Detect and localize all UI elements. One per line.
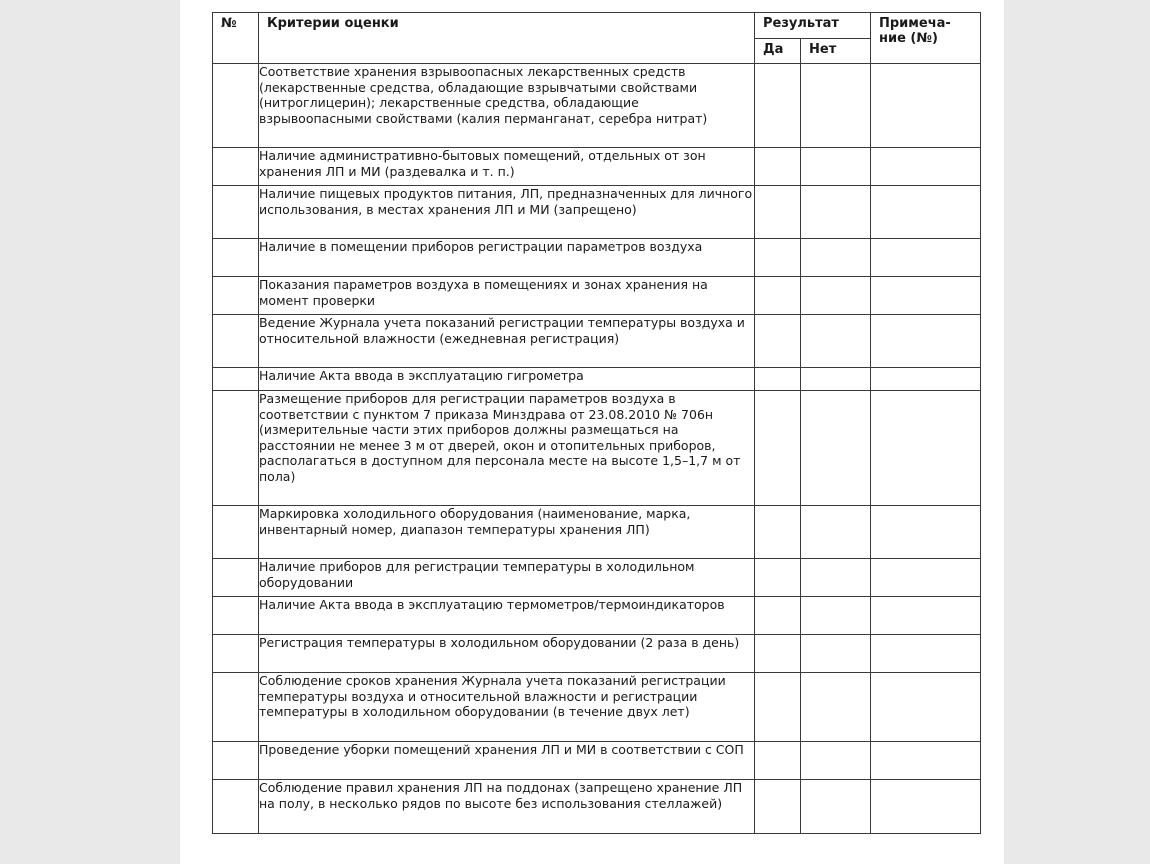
- criterion-text: Наличие в помещении приборов регистрации параметров воздуха: [259, 239, 755, 277]
- result-no-cell: [801, 391, 871, 506]
- result-no-cell: [801, 64, 871, 148]
- criterion-text: Показания параметров воздуха в помещениях и зонах хранения на момент проверки: [259, 277, 755, 315]
- criterion-text: Наличие пищевых продуктов питания, ЛП, предназначенных для личного использования, в местах хранения ЛП и МИ (запрещено): [259, 186, 755, 239]
- result-yes-cell: [755, 780, 801, 834]
- table-row: [213, 597, 981, 635]
- note-cell: [871, 277, 981, 315]
- result-no-cell: [801, 148, 871, 186]
- table-row: [213, 742, 981, 780]
- result-no-cell: [801, 673, 871, 742]
- row-number-cell: [213, 239, 259, 277]
- note-cell: [871, 148, 981, 186]
- header-no: Нет: [801, 39, 871, 64]
- result-no-cell: [801, 506, 871, 559]
- document-page: [180, 0, 1004, 864]
- result-no-cell: [801, 315, 871, 368]
- criterion-text: Ведение Журнала учета показаний регистрации температуры воздуха и относительной влажности (ежедневная регистрация): [259, 315, 755, 368]
- result-no-cell: [801, 597, 871, 635]
- table-row: [213, 368, 981, 391]
- note-cell: [871, 315, 981, 368]
- note-cell: [871, 506, 981, 559]
- table-row: [213, 64, 981, 148]
- table-row: [213, 315, 981, 368]
- table-row: [213, 148, 981, 186]
- row-number-cell: [213, 673, 259, 742]
- result-yes-cell: [755, 239, 801, 277]
- result-no-cell: [801, 635, 871, 673]
- note-cell: [871, 742, 981, 780]
- table-row: [213, 239, 981, 277]
- row-number-cell: [213, 315, 259, 368]
- note-cell: [871, 64, 981, 148]
- criterion-text: Соответствие хранения взрывоопасных лекарственных средств (лекарственные средства, обладающие взрывчатыми свойствами (нитроглицерин); лекарственные средства, обладающие взрывоопасными свойствами (калия перманганат, серебра нитрат): [259, 64, 755, 148]
- table-row: [213, 635, 981, 673]
- note-cell: [871, 597, 981, 635]
- header-note: Примеча-ние (№): [871, 13, 981, 64]
- result-no-cell: [801, 277, 871, 315]
- result-yes-cell: [755, 506, 801, 559]
- result-no-cell: [801, 742, 871, 780]
- note-cell: [871, 368, 981, 391]
- note-cell: [871, 673, 981, 742]
- result-no-cell: [801, 239, 871, 277]
- row-number-cell: [213, 391, 259, 506]
- criterion-text: Соблюдение сроков хранения Журнала учета показаний регистрации температуры воздуха и относительной влажности и регистрации температуры в холодильном оборудовании (в течение двух лет): [259, 673, 755, 742]
- note-cell: [871, 186, 981, 239]
- result-yes-cell: [755, 315, 801, 368]
- row-number-cell: [213, 742, 259, 780]
- note-cell: [871, 635, 981, 673]
- criterion-text: Регистрация температуры в холодильном оборудовании (2 раза в день): [259, 635, 755, 673]
- row-number-cell: [213, 635, 259, 673]
- result-no-cell: [801, 368, 871, 391]
- row-number-cell: [213, 186, 259, 239]
- table-row: [213, 559, 981, 597]
- result-yes-cell: [755, 559, 801, 597]
- criterion-text: Размещение приборов для регистрации параметров воздуха в соответствии с пунктом 7 приказа Минздрава от 23.08.2010 № 706н (измерительные части этих приборов должны размещаться на расстоянии не менее 3 м от дверей, окон и отопительных приборов, располагаться в доступном для персонала месте на высоте 1,5–1,7 м от пола): [259, 391, 755, 506]
- result-yes-cell: [755, 186, 801, 239]
- result-yes-cell: [755, 742, 801, 780]
- note-cell: [871, 780, 981, 834]
- row-number-cell: [213, 368, 259, 391]
- result-yes-cell: [755, 64, 801, 148]
- result-yes-cell: [755, 673, 801, 742]
- row-number-cell: [213, 780, 259, 834]
- result-no-cell: [801, 780, 871, 834]
- criterion-text: Наличие Акта ввода в эксплуатацию термометров/термоиндикаторов: [259, 597, 755, 635]
- result-yes-cell: [755, 277, 801, 315]
- header-result: Результат: [755, 13, 871, 39]
- result-no-cell: [801, 559, 871, 597]
- result-yes-cell: [755, 597, 801, 635]
- criterion-text: Проведение уборки помещений хранения ЛП и МИ в соответствии с СОП: [259, 742, 755, 780]
- result-yes-cell: [755, 391, 801, 506]
- table-row: [213, 391, 981, 506]
- note-cell: [871, 391, 981, 506]
- note-cell: [871, 239, 981, 277]
- note-cell: [871, 559, 981, 597]
- criterion-text: Маркировка холодильного оборудования (наименование, марка, инвентарный номер, диапазон температуры хранения ЛП): [259, 506, 755, 559]
- result-yes-cell: [755, 635, 801, 673]
- row-number-cell: [213, 506, 259, 559]
- criterion-text: Соблюдение правил хранения ЛП на поддонах (запрещено хранение ЛП на полу, в несколько рядов по высоте без использования стеллажей): [259, 780, 755, 834]
- table-row: [213, 277, 981, 315]
- criterion-text: Наличие Акта ввода в эксплуатацию гигрометра: [259, 368, 755, 391]
- header-criteria: Критерии оценки: [259, 13, 755, 64]
- table-row: [213, 506, 981, 559]
- row-number-cell: [213, 277, 259, 315]
- evaluation-checklist-table: [212, 12, 981, 834]
- result-yes-cell: [755, 368, 801, 391]
- table-row: [213, 780, 981, 834]
- row-number-cell: [213, 64, 259, 148]
- criterion-text: Наличие административно-бытовых помещений, отдельных от зон хранения ЛП и МИ (раздевалка и т. п.): [259, 148, 755, 186]
- row-number-cell: [213, 148, 259, 186]
- criterion-text: Наличие приборов для регистрации температуры в холодильном оборудовании: [259, 559, 755, 597]
- table-row: [213, 673, 981, 742]
- table-row: [213, 186, 981, 239]
- header-number: №: [213, 13, 259, 64]
- result-yes-cell: [755, 148, 801, 186]
- row-number-cell: [213, 559, 259, 597]
- result-no-cell: [801, 186, 871, 239]
- header-yes: Да: [755, 39, 801, 64]
- row-number-cell: [213, 597, 259, 635]
